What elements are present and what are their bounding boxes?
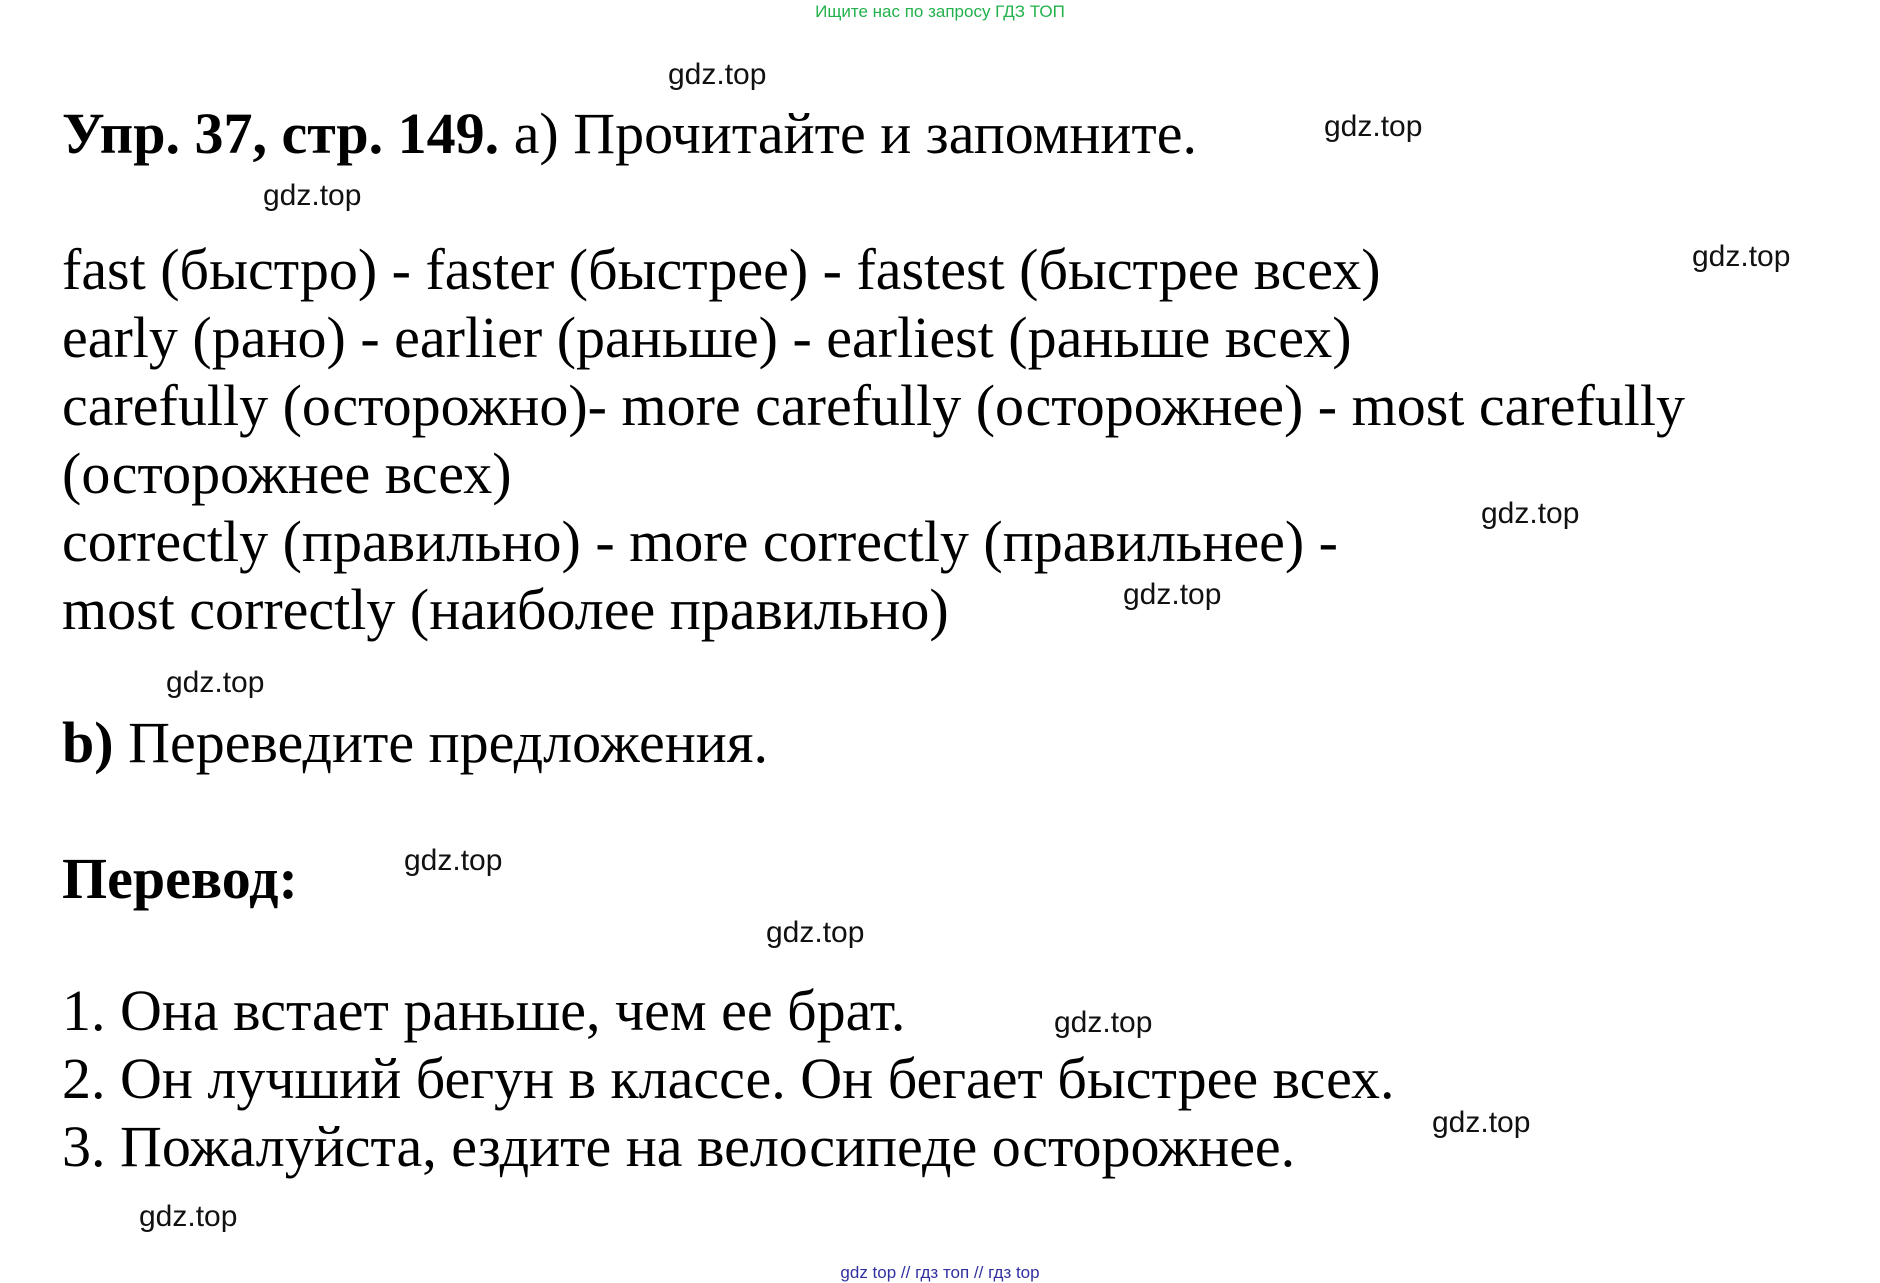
top-banner: Ищите нас по запросу ГДЗ ТОП bbox=[815, 2, 1065, 21]
watermark: gdz.top bbox=[1481, 497, 1580, 530]
translation-heading: Перевод: bbox=[62, 846, 298, 911]
watermark: gdz.top bbox=[263, 179, 362, 212]
exercise-heading bbox=[62, 98, 1197, 170]
adverb-forms-line: (осторожнее всех) bbox=[62, 441, 512, 506]
adverb-forms-line: early (рано) - earlier (раньше) - earliest (раньше всех) bbox=[62, 305, 1352, 370]
task-b-label: b) bbox=[62, 710, 114, 775]
watermark: gdz.top bbox=[668, 58, 767, 91]
exercise-number: Упр. 37, стр. 149. bbox=[62, 101, 500, 166]
translation-list bbox=[62, 977, 1822, 1181]
adverb-forms-line: carefully (осторожно)- more carefully (осторожнее) - most carefully bbox=[62, 373, 1685, 438]
task-b-heading bbox=[62, 707, 768, 779]
watermark: gdz.top bbox=[1432, 1106, 1531, 1139]
watermark: gdz.top bbox=[139, 1200, 238, 1233]
task-b-instruction: Переведите предложения. bbox=[113, 710, 768, 775]
translation-line: 3. Пожалуйста, ездите на велосипеде осторожнее. bbox=[62, 1114, 1296, 1179]
translation-line: 1. Она встает раньше, чем ее брат. bbox=[62, 978, 906, 1043]
adverb-forms-line: most correctly (наиболее правильно) bbox=[62, 577, 949, 642]
watermark: gdz.top bbox=[404, 844, 503, 877]
watermark: gdz.top bbox=[1054, 1006, 1153, 1039]
watermark: gdz.top bbox=[166, 666, 265, 699]
adverb-forms-list bbox=[62, 236, 1822, 644]
watermark: gdz.top bbox=[766, 916, 865, 949]
watermark: gdz.top bbox=[1692, 240, 1791, 273]
task-a-instruction: a) Прочитайте и запомните. bbox=[499, 101, 1197, 166]
adverb-forms-line: fast (быстро) - faster (быстрее) - fastest (быстрее всех) bbox=[62, 237, 1381, 302]
watermark: gdz.top bbox=[1123, 578, 1222, 611]
adverb-forms-line: correctly (правильно) - more correctly (правильнее) - bbox=[62, 509, 1338, 574]
bottom-banner: gdz top // гдз топ // гдз top bbox=[840, 1263, 1040, 1282]
watermark: gdz.top bbox=[1324, 110, 1423, 143]
translation-line: 2. Он лучший бегун в классе. Он бегает быстрее всех. bbox=[62, 1046, 1395, 1111]
